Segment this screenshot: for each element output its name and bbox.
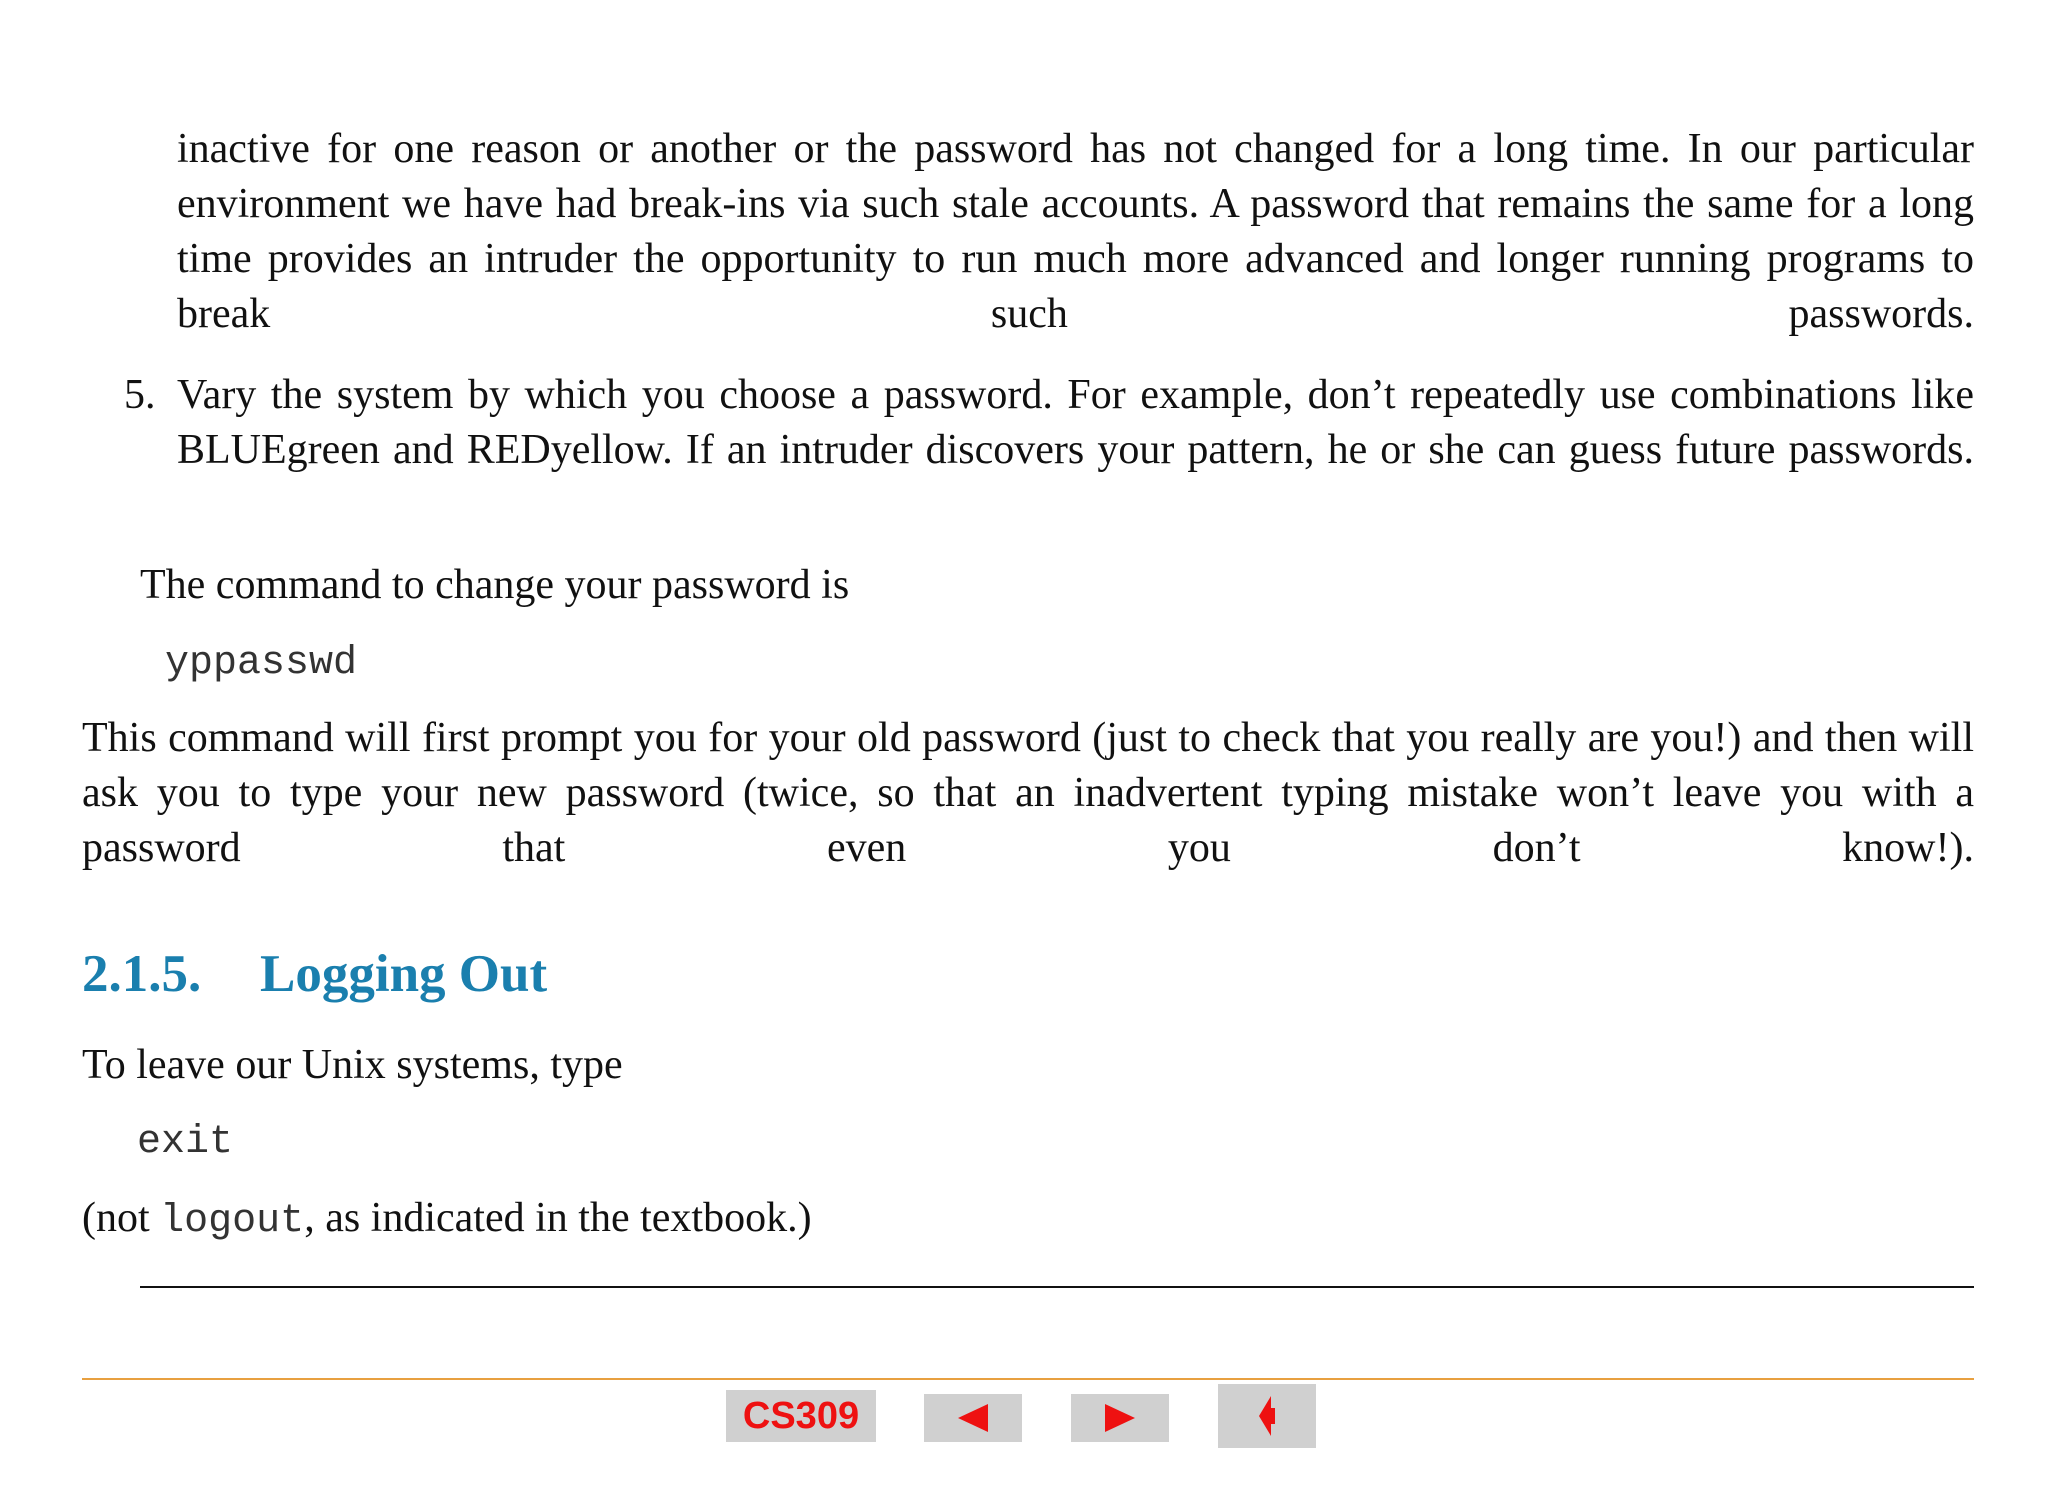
continuation-paragraph: inactive for one reason or another or the password has not changed for a long time. In our particular environment we have had break-ins via such stale accounts. A password that remains the same for a long time provides an intruder the opportunity to run much more advanced and longer running programs to break such passwords. xyxy=(177,126,1974,337)
content-divider xyxy=(140,1286,1974,1288)
right-triangle-icon xyxy=(1105,1404,1135,1432)
back-arrow-icon xyxy=(1255,1394,1279,1438)
next-page-button[interactable] xyxy=(1071,1394,1169,1442)
previous-page-button[interactable] xyxy=(924,1394,1022,1442)
list-item-number: 5. xyxy=(124,372,156,418)
command-passwd: yppasswd xyxy=(165,641,358,686)
note-suffix: , as indicated in the textbook.) xyxy=(304,1195,812,1241)
back-button[interactable] xyxy=(1218,1384,1316,1448)
section-number: 2.1.5. xyxy=(82,945,202,1003)
footer-divider xyxy=(82,1378,1974,1380)
command-exit: exit xyxy=(137,1120,234,1165)
logout-note xyxy=(82,1191,812,1249)
command-explanation: This command will first prompt you for your old password (just to check that you really are you!) and then will ask you to type your new password (twice, so that an inadvertent typing mistake won’t leave you with a password that even you don’t know!). xyxy=(82,715,1974,871)
note-prefix: (not xyxy=(82,1195,161,1241)
command-intro: The command to change your password is xyxy=(140,562,850,608)
note-code: logout xyxy=(160,1199,305,1244)
section-heading xyxy=(82,944,547,1004)
left-triangle-icon xyxy=(958,1404,988,1432)
list-item-text: Vary the system by which you choose a password. For example, don’t repeatedly use combinations like BLUEgreen and REDyellow. If an intruder discovers your pattern, he or she can guess future passwords. xyxy=(177,372,1974,473)
course-home-button[interactable]: CS309 xyxy=(726,1390,876,1442)
logout-intro: To leave our Unix systems, type xyxy=(82,1042,623,1088)
section-title: Logging Out xyxy=(260,945,548,1003)
